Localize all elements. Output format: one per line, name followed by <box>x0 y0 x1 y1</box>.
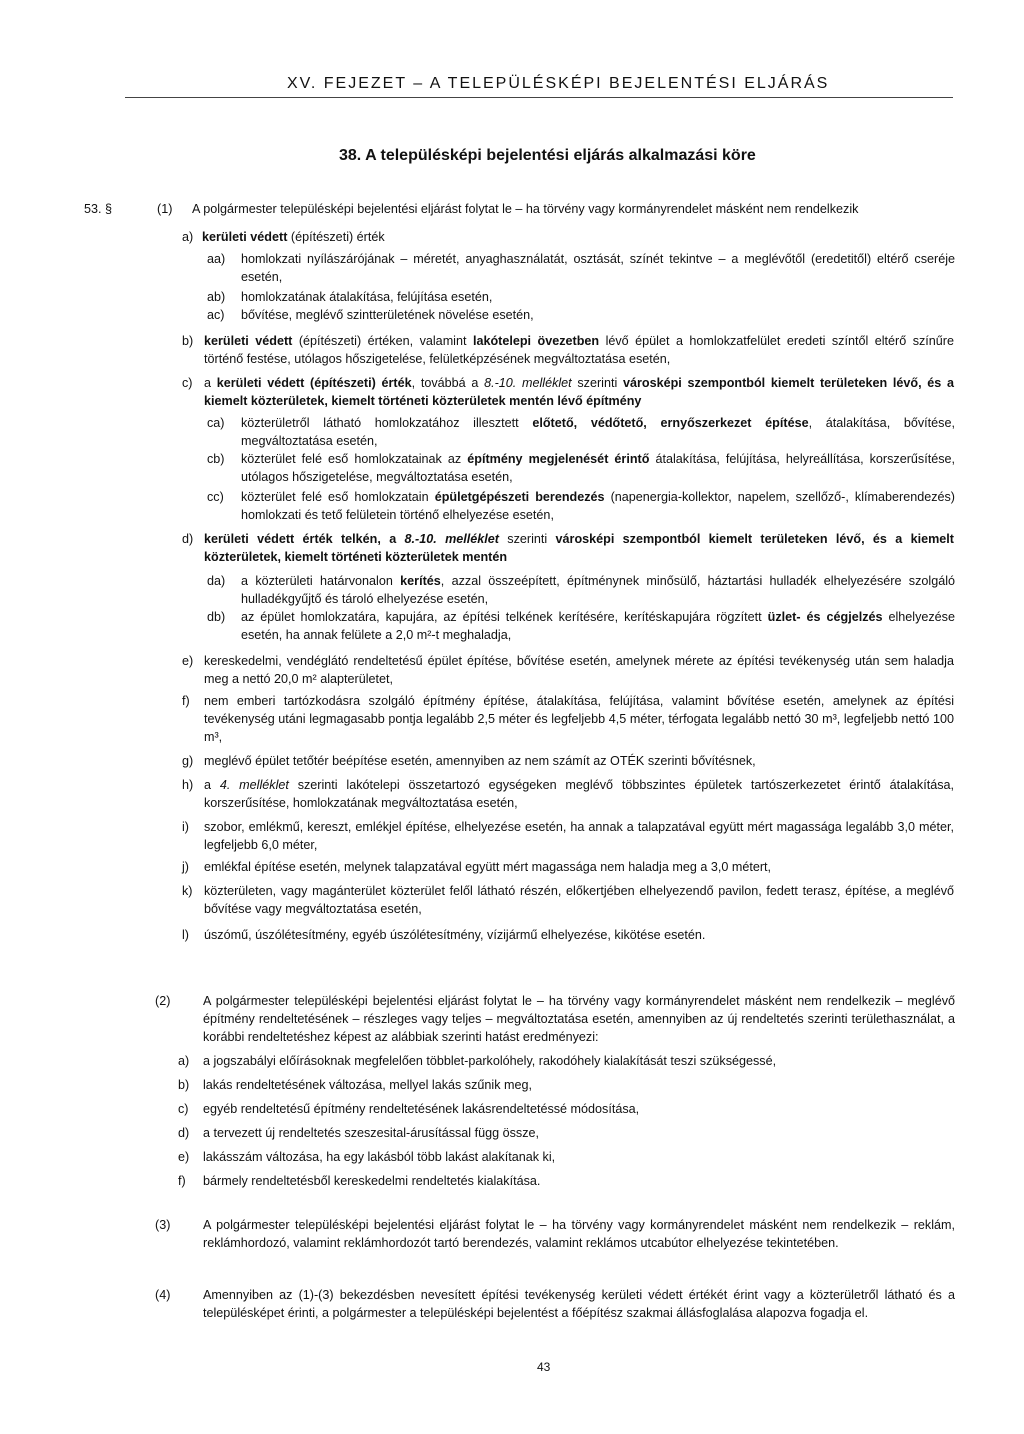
item-i <box>182 818 954 854</box>
item-h <box>182 776 954 812</box>
subsection-2-item <box>178 1076 954 1094</box>
item-ca <box>207 414 955 450</box>
item-text: a kerületi védett (építészeti) érték, továbbá a 8.-10. melléklet szerinti városképi szempontból kiemelt területeken lévő, és a kiemelt közterületek, kiemelt történeti közterületek mentén lévő építmény <box>204 376 954 408</box>
item-l <box>182 926 954 944</box>
item-text: lakásszám változása, ha egy lakásból több lakást alakítanak ki, <box>203 1150 556 1164</box>
item-cb <box>207 450 955 486</box>
item-text: bármely rendeltetésből kereskedelmi rendeltetés kialakítása. <box>203 1174 541 1188</box>
item-text: a 4. melléklet szerinti lakótelepi összetartozó egységeken meglévő többszintes épületek tartószerkezetet érintő átalakítása, korszerűsítése, homlokzatának megváltoztatása esetén, <box>204 778 954 810</box>
item-text: a közterületi határvonalon kerítés, azzal összeépített, építménynek minősülő, háztartási hulladék elhelyezésére szolgáló hulladékgyűjtő és tároló elhelyezése esetén, <box>241 574 955 606</box>
item-label: i) <box>182 820 189 834</box>
item-label: ac) <box>207 308 225 322</box>
subsection-2-item <box>178 1172 954 1190</box>
item-text: kerületi védett érték telkén, a 8.-10. melléklet szerinti városképi szempontból kiemelt területeken lévő, és a kiemelt közterületek, kiemelt történeti közterületek mentén <box>204 532 954 564</box>
subsection-intro: A polgármester településképi bejelentési eljárást folytat le – ha törvény vagy kormányrendelet másként nem rendelkezik – meglévő építmény rendeltetésének – részleges vagy teljes – megváltoztatása esetén, amennyiben az új rendeltetés szerinti területhasználat, a korábbi rendeltetéshez képest az alábbiak szerinti hatást eredményezi: <box>203 994 955 1044</box>
item-label: da) <box>207 574 226 588</box>
subsection-text: A polgármester településképi bejelentési eljárást folytat le – ha törvény vagy kormányrendelet másként nem rendelkezik – reklám, reklámhordozó, valamint reklámhordozót tartó berendezés, valamint reklámos utcabútor elhelyezése tekintetében. <box>203 1218 955 1250</box>
item-text: egyéb rendeltetésű építmény rendeltetésének lakásrendeltetéssé módosítása, <box>203 1102 640 1116</box>
item-label: ab) <box>207 290 226 304</box>
item-label: j) <box>182 860 189 874</box>
item-text: közterületről látható homlokzatához illesztett előtető, védőtető, ernyőszerkezet építése, átalakítása, bővítése, megváltoztatása esetén, <box>241 416 955 448</box>
subsection-label: (4) <box>155 1288 171 1302</box>
item-text: a jogszabályi előírásoknak megfelelően többlet-parkolóhely, rakodóhely kialakítását teszi szükségessé, <box>203 1054 777 1068</box>
item-label: b) <box>182 334 194 348</box>
item-text: kereskedelmi, vendéglátó rendeltetésű épület építése, bővítése esetén, amelynek mérete az építési tevékenység után sem haladja meg a nettó 20,0 m² alapterületet, <box>204 654 954 686</box>
item-f <box>182 692 954 746</box>
item-label: k) <box>182 884 193 898</box>
subsection-intro: A polgármester településképi bejelentési eljárást folytat le – ha törvény vagy kormányrendelet másként nem rendelkezik <box>192 202 859 216</box>
paragraph-number: 53. § <box>84 202 113 216</box>
item-text: homlokzatának átalakítása, felújítása esetén, <box>241 290 493 304</box>
item-label: g) <box>182 754 194 768</box>
item-text: emlékfal építése esetén, melynek talapzatával együtt mért magassága nem haladja meg a 3,0 métert, <box>204 860 772 874</box>
item-da <box>207 572 955 608</box>
item-ac <box>207 306 955 324</box>
subsection-2-item <box>178 1148 954 1166</box>
item-label: c) <box>182 376 193 390</box>
item-text: közterület felé eső homlokzatainak az építmény megjelenését érintő átalakítása, felújítása, helyreállítása, korszerűsítése, utólagos hőszigetelése, megváltoztatása esetén, <box>241 452 956 484</box>
item-aa <box>207 250 955 286</box>
item-text: közterület felé eső homlokzatain épületgépészeti berendezés (napenergia-kollektor, napelem, szellőző-, klímaberendezés) homlokzati és tető felületein történő elhelyezése esetén, <box>241 490 955 522</box>
item-k <box>182 882 954 918</box>
item-label: db) <box>207 610 226 624</box>
item-text: lakás rendeltetésének változása, mellyel lakás szűnik meg, <box>203 1078 532 1092</box>
item-label: f) <box>182 694 190 708</box>
subsection-2 <box>155 992 955 1046</box>
item-text: úszómű, úszólétesítmény, egyéb úszólétesítmény, vízijármű elhelyezése, kikötése esetén. <box>204 928 706 942</box>
item-j <box>182 858 954 876</box>
item-text: kerületi védett (építészeti) érték <box>202 230 385 244</box>
item-cc <box>207 488 955 524</box>
item-text: a tervezett új rendeltetés szeszesital-árusítással függ össze, <box>203 1126 539 1140</box>
item-e <box>182 652 954 688</box>
header-rule <box>125 97 953 98</box>
item-label: aa) <box>207 252 226 266</box>
item-label: a) <box>182 230 194 244</box>
item-label: f) <box>178 1174 186 1188</box>
item-label: d) <box>178 1126 190 1140</box>
item-ab <box>207 288 955 306</box>
item-d <box>182 530 954 566</box>
item-label: ca) <box>207 416 225 430</box>
chapter-title: XV. FEJEZET – A TELEPÜLÉSKÉPI BEJELENTÉSI ELJÁRÁS <box>287 75 830 92</box>
subsection-label: (1) <box>157 202 173 216</box>
section-title: 38. A településképi bejelentési eljárás alkalmazási köre <box>339 147 756 164</box>
item-a <box>182 228 954 246</box>
paragraph-53-1 <box>84 200 954 220</box>
item-text: nem emberi tartózkodásra szolgáló építmény építése, átalakítása, felújítása, valamint bővítése esetén, amelynek az építési tevékenység utáni legmagasabb pontja legalább 2,5 méter és legfeljebb 4,5 méter, térfogata legalább nettó 30 m³, legfeljebb nettó 100 m³, <box>204 694 954 744</box>
item-label: e) <box>178 1150 190 1164</box>
item-label: h) <box>182 778 194 792</box>
item-text: bővítése, meglévő szintterületének növelése esetén, <box>241 308 534 322</box>
item-text: meglévő épület tetőtér beépítése esetén, amennyiben az nem számít az OTÉK szerinti bővítésnek, <box>204 754 756 768</box>
item-b <box>182 332 954 368</box>
item-c <box>182 374 954 410</box>
item-label: cc) <box>207 490 224 504</box>
item-label: d) <box>182 532 194 546</box>
item-label: cb) <box>207 452 225 466</box>
item-label: l) <box>182 928 189 942</box>
subsection-2-item <box>178 1100 954 1118</box>
subsection-text: Amennyiben az (1)-(3) bekezdésben nevesített építési tevékenység kerületi védett értékét érint vagy a közterületről látható és a településképet érinti, a polgármester a településképi bejelentést a főépítész szakmai állásfoglalása alapozva fogadja el. <box>203 1288 955 1320</box>
item-db <box>207 608 955 644</box>
item-text: homlokzati nyílászárójának – méretét, anyaghasználatát, osztását, színét tekintve – a meglévőtől (eredetitől) eltérő cseréje esetén, <box>241 252 955 284</box>
item-g <box>182 752 954 770</box>
item-text: az épület homlokzatára, kapujára, az építési telkének kerítésére, kerítéskapujára rögzített üzlet- és cégjelzés elhelyezése esetén, ha annak felülete a 2,0 m²-t meghaladja, <box>241 610 955 642</box>
item-label: b) <box>178 1078 190 1092</box>
subsection-3 <box>155 1216 955 1270</box>
subsection-2-item <box>178 1124 954 1142</box>
subsection-4 <box>155 1286 955 1340</box>
item-label: a) <box>178 1054 190 1068</box>
subsection-2-item <box>178 1052 954 1070</box>
subsection-label: (2) <box>155 994 171 1008</box>
item-text: szobor, emlékmű, kereszt, emlékjel építése, elhelyezése esetén, ha annak a talapzatával együtt mért magassága legalább 3,0 méter, legfeljebb 6,0 méter, <box>204 820 954 852</box>
item-text: kerületi védett (építészeti) értéken, valamint lakótelepi övezetben lévő épület a homlokzatfelület eredeti színtől eltérő színűre történő festése, utólagos hőszigetelése, felületképzésének megváltoztatása esetén, <box>204 334 955 366</box>
page-number: 43 <box>537 1360 551 1374</box>
item-label: c) <box>178 1102 189 1116</box>
item-text: közterületen, vagy magánterület közterület felől látható részén, előkertjében elhelyezendő pavilon, fedett terasz, építése, a meglévő bővítése vagy megváltoztatása esetén, <box>204 884 954 916</box>
item-label: e) <box>182 654 194 668</box>
subsection-label: (3) <box>155 1218 171 1232</box>
